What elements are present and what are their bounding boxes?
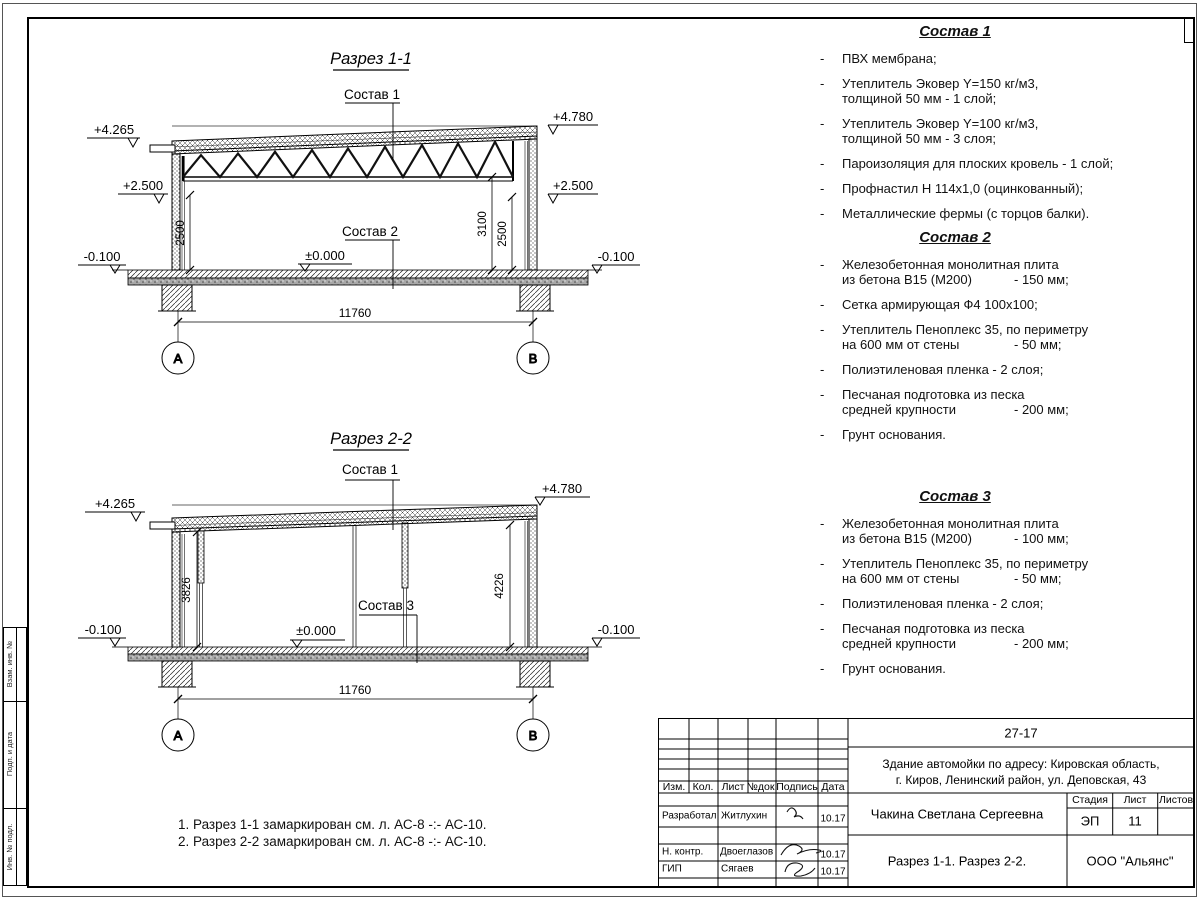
bullet: - [820, 387, 825, 402]
stage-label: Стадия [1072, 794, 1108, 806]
callout-sostav-1: Состав 1 [344, 87, 400, 102]
list-item [810, 362, 1194, 377]
item-text: Песчаная подготовка из песка [842, 387, 1025, 402]
item-text: Пароизоляция для плоских кровель - 1 слой; [842, 156, 1114, 171]
row-date: 10.17 [820, 849, 846, 861]
signatures [781, 808, 821, 876]
composition-3-title: Состав 3 [919, 488, 991, 505]
bullet: - [820, 156, 825, 171]
walls [172, 519, 537, 647]
list-item [810, 257, 1194, 287]
dim-left-height: 2500 [175, 220, 187, 246]
item-text: Утеплитель Эковер Y=100 кг/м3, [842, 116, 1039, 131]
bullet: - [820, 297, 825, 312]
item-text: Грунт основания. [842, 427, 946, 442]
item-text: Грунт основания. [842, 661, 946, 676]
section-title [330, 50, 412, 70]
composition-1-title: Состав 1 [919, 23, 991, 40]
roof-assembly [150, 126, 537, 154]
drawing-title: Разрез 1-1. Разрез 2-2. [887, 853, 1027, 869]
callout-sostav-3: Состав 3 [358, 598, 414, 613]
section-2-2-title: Разрез 2-2 [330, 430, 412, 448]
signature-gip [785, 863, 815, 876]
level-labels [85, 481, 635, 638]
bullet: - [820, 76, 825, 91]
section-title [330, 430, 412, 450]
notes [178, 816, 487, 850]
list-item [810, 181, 1194, 196]
author-name: Чакина Светлана Сергеевна [870, 806, 1044, 822]
row-date: 10.17 [820, 813, 846, 825]
dim-span: 11760 [338, 683, 372, 697]
bullet: - [820, 516, 825, 531]
level-mid-left: +2.500 [122, 178, 164, 193]
row-date: 10.17 [820, 866, 846, 878]
item-text: Металлические фермы (с торцов балки). [842, 206, 1090, 221]
list-item [810, 206, 1194, 221]
col-ndok: №док. [746, 781, 778, 793]
bullet: - [820, 427, 825, 442]
list-item [810, 556, 1194, 586]
item-text: из бетона В15 (М200) [842, 272, 972, 287]
list-item [810, 76, 1194, 106]
composition-1 [810, 24, 1194, 231]
bullet: - [820, 621, 825, 636]
axis-letter: А [173, 351, 183, 366]
item-text: Полиэтиленовая пленка - 2 слоя; [842, 596, 1044, 611]
item-text: из бетона В15 (М200) [842, 531, 972, 546]
canopy [150, 522, 175, 529]
span-dimension [174, 683, 537, 703]
row-name: Житлухин [721, 810, 768, 822]
list-item [810, 661, 1194, 676]
level-top-right: +4.780 [541, 481, 583, 496]
span-dimension [174, 306, 537, 326]
bullet: - [820, 661, 825, 676]
item-amount: - 100 мм; [1014, 531, 1069, 546]
item-text: средней крупности [842, 636, 956, 651]
item-text: на 600 мм от стены [842, 337, 960, 352]
list-item [810, 427, 1194, 442]
list-item [810, 51, 1194, 66]
composition-2 [810, 230, 1194, 452]
item-text: средней крупности [842, 402, 956, 417]
list-item [810, 596, 1194, 611]
side-stamp-line [4, 701, 26, 702]
list-item [810, 322, 1194, 352]
sheet-value: 11 [1128, 813, 1142, 829]
item-text: толщиной 50 мм - 3 слоя; [842, 131, 997, 146]
item-text: на 600 мм от стены [842, 571, 960, 586]
list-item [810, 156, 1194, 171]
item-text: Полиэтиленовая пленка - 2 слоя; [842, 362, 1044, 377]
item-amount: - 200 мм; [1014, 402, 1069, 417]
item-amount: - 150 мм; [1014, 272, 1069, 287]
item-text: Железобетонная монолитная плита [842, 257, 1059, 272]
section-2-2-drawing [70, 410, 650, 790]
col-podpis: Подпись [776, 781, 818, 793]
level-zero: ±0.000 [296, 623, 336, 638]
side-stamp-label: Подп. и дата [5, 731, 14, 777]
project-address-line2: г. Киров, Ленинский район, ул. Деповская, 43 [895, 773, 1147, 787]
item-amount: - 50 мм; [1014, 337, 1062, 352]
signature-nkontr [781, 845, 821, 855]
item-text: Песчаная подготовка из песка [842, 621, 1025, 636]
composition-2-title: Состав 2 [919, 229, 991, 246]
bullet: - [820, 51, 825, 66]
col-data: Дата [821, 781, 845, 793]
side-stamp [3, 627, 27, 886]
row-role: Н. контр. [662, 846, 704, 858]
dim-right-height2: 2500 [497, 221, 509, 247]
project-address-line1: Здание автомойки по адресу: Кировская область, [882, 757, 1160, 771]
row-name: Двоеглазов [720, 846, 774, 858]
level-ground-right: -0.100 [597, 249, 635, 264]
axis-letter: В [528, 728, 538, 743]
floor-slab [112, 647, 602, 661]
col-list: Лист [721, 781, 745, 793]
callout-sostav-2: Состав 2 [342, 224, 398, 239]
height-dimensions [181, 521, 514, 651]
side-stamp-divider [16, 628, 17, 885]
list-item [810, 297, 1194, 312]
section-1-1-drawing [70, 28, 650, 390]
axis-marks [162, 311, 549, 374]
item-text: Сетка армирующая Ф4 100х100; [842, 297, 1038, 312]
level-ground-left: -0.100 [84, 622, 122, 637]
level-top-left: +4.265 [93, 122, 135, 137]
note-line: 1. Разрез 1-1 замаркирован см. л. АС-8 -:- АС-10. [178, 817, 487, 832]
level-mid-right: +2.500 [552, 178, 594, 193]
side-stamp-label: Взам. инв. № [5, 640, 14, 688]
item-text: Железобетонная монолитная плита [842, 516, 1059, 531]
sheets-label: Листов [1158, 794, 1194, 806]
signature-razrabotal [787, 808, 803, 819]
row-name: Сягаев [721, 863, 754, 875]
callout-sostav-1: Состав 1 [342, 462, 398, 477]
dim-left-height: 3826 [181, 577, 193, 603]
roof-assembly [150, 505, 537, 532]
doc-number: 27-17 [1004, 725, 1038, 741]
side-stamp-label: Инв. № подл. [5, 823, 14, 871]
company-name: ООО "Альянс" [1086, 853, 1174, 869]
item-text: Профнастил Н 114х1,0 (оцинкованный); [842, 181, 1084, 196]
side-stamp-line [4, 808, 26, 809]
item-amount: - 200 мм; [1014, 636, 1069, 651]
col-kol: Кол. [692, 781, 714, 793]
level-top-left: +4.265 [94, 496, 136, 511]
dim-span: 11760 [338, 306, 372, 320]
axis-letter: А [173, 728, 183, 743]
item-text: Утеплитель Пеноплекс 35, по периметру [842, 556, 1089, 571]
bullet: - [820, 206, 825, 221]
bullet: - [820, 596, 825, 611]
list-item [810, 516, 1194, 546]
composition-3 [810, 489, 1194, 686]
bullet: - [820, 322, 825, 337]
title-block [658, 718, 1195, 888]
stage-value: ЭП [1080, 813, 1100, 829]
item-text: толщиной 50 мм - 1 слой; [842, 91, 997, 106]
axis-letter: В [528, 351, 538, 366]
row-role: Разработал [662, 810, 717, 822]
item-text: Утеплитель Эковер Y=150 кг/м3, [842, 76, 1039, 91]
callouts [342, 87, 400, 289]
row-role: ГИП [662, 863, 682, 875]
dim-right-height: 4226 [494, 573, 506, 599]
section-1-1-title: Разрез 1-1 [330, 50, 412, 68]
canopy [150, 145, 175, 152]
bullet: - [820, 116, 825, 131]
level-ground-left: -0.100 [83, 249, 121, 264]
floor-slab [112, 270, 602, 285]
item-text: Утеплитель Пеноплекс 35, по периметру [842, 322, 1089, 337]
level-zero: ±0.000 [305, 248, 345, 263]
level-top-right: +4.780 [552, 109, 594, 124]
col-izm: Изм. [662, 781, 686, 793]
item-amount: - 50 мм; [1014, 571, 1062, 586]
note-line: 2. Разрез 2-2 замаркирован см. л. АС-8 -:- АС-10. [178, 834, 487, 849]
bullet: - [820, 556, 825, 571]
list-item [810, 116, 1194, 146]
bullet: - [820, 181, 825, 196]
bullet: - [820, 362, 825, 377]
sheet-label: Лист [1123, 794, 1147, 806]
dim-right-height: 3100 [477, 211, 489, 237]
list-item [810, 387, 1194, 417]
bullet: - [820, 257, 825, 272]
list-item [810, 621, 1194, 651]
level-ground-right: -0.100 [597, 622, 635, 637]
item-text: ПВХ мембрана; [842, 51, 937, 66]
